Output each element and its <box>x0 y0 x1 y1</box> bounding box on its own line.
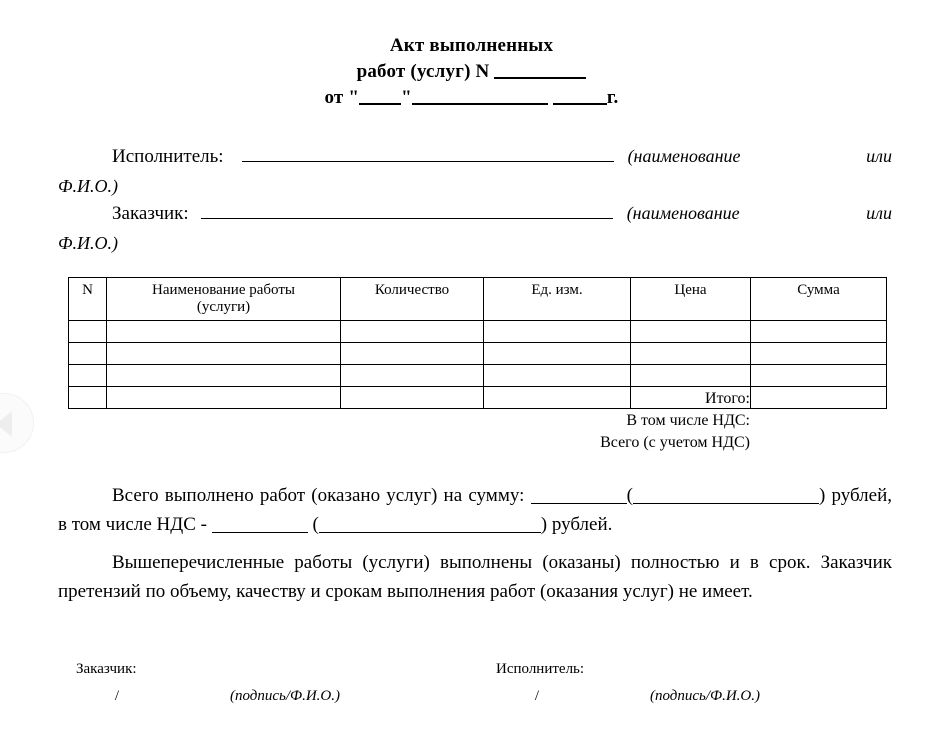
column-header-name-line1: Наименование работы <box>152 282 295 298</box>
totals-label: В том числе НДС: <box>626 412 750 429</box>
title-line-3 <box>0 85 943 111</box>
paren-open-2: ( <box>312 514 319 535</box>
date-month-blank[interactable] <box>412 103 548 105</box>
column-header-unit: Ед. изм. <box>484 278 631 321</box>
date-year-blank[interactable] <box>553 103 607 105</box>
total-amount-text-4: ) <box>540 514 548 535</box>
performer-signature-block <box>496 659 760 705</box>
customer-signature-row <box>76 687 340 705</box>
customer-name-blank[interactable] <box>201 202 613 219</box>
paragraph-spacer <box>58 539 892 548</box>
total-amount-text-3: рублей, в том числе НДС - <box>58 485 893 535</box>
table-cell[interactable] <box>341 321 484 343</box>
customer-hint <box>627 198 892 228</box>
title-text-line2: работ (услуг) N <box>356 61 490 82</box>
performer-hint-second-line: Ф.И.О.) <box>58 176 118 196</box>
previous-image-button[interactable] <box>0 393 34 453</box>
items-header-row <box>69 278 887 321</box>
table-cell[interactable] <box>751 365 887 387</box>
performer-hint-right: или <box>866 146 892 166</box>
total-amount-paragraph <box>58 481 892 539</box>
table-cell[interactable] <box>69 343 107 365</box>
totals-value-cell[interactable] <box>750 388 886 410</box>
table-cell[interactable] <box>484 365 631 387</box>
quote-open: " <box>348 87 360 108</box>
customer-hint-left: (наименование <box>626 203 740 223</box>
column-header-quantity: Количество <box>341 278 484 321</box>
total-amount-words-blank[interactable] <box>633 503 819 504</box>
totals-row <box>68 388 886 410</box>
performer-label: Исполнитель: <box>112 146 224 167</box>
table-cell[interactable] <box>631 365 751 387</box>
paren-open-1: ( <box>626 485 633 506</box>
customer-label: Заказчик: <box>112 203 189 224</box>
customer-signature-hint: (подпись/Ф.И.О.) <box>230 688 341 704</box>
signature-footer <box>0 659 943 719</box>
total-amount-figures-blank[interactable] <box>531 503 627 504</box>
table-row <box>69 343 887 365</box>
table-cell[interactable] <box>107 321 341 343</box>
table-cell[interactable] <box>69 321 107 343</box>
totals-value-cell[interactable] <box>750 410 886 432</box>
table-cell[interactable] <box>631 321 751 343</box>
totals-value-cell[interactable] <box>750 432 886 454</box>
table-cell[interactable] <box>69 365 107 387</box>
date-prefix: от <box>324 87 344 108</box>
table-cell[interactable] <box>341 343 484 365</box>
customer-hint-right: или <box>866 203 892 223</box>
customer-field-group <box>58 198 892 257</box>
quote-close: " <box>401 87 412 108</box>
totals-label: Итого: <box>705 390 750 407</box>
items-table-head <box>69 278 887 321</box>
table-cell[interactable] <box>484 343 631 365</box>
table-cell[interactable] <box>107 343 341 365</box>
chevron-left-icon <box>0 411 12 437</box>
title-text-line1: Акт выполненных <box>389 35 554 56</box>
performer-signature-row <box>496 687 760 705</box>
customer-signature-label: Заказчик: <box>76 661 137 677</box>
table-cell[interactable] <box>751 343 887 365</box>
performer-signature-label: Исполнитель: <box>496 661 585 677</box>
column-header-number: N <box>69 278 107 321</box>
document-body-text <box>58 481 892 606</box>
vat-words-blank[interactable] <box>319 532 541 533</box>
performer-hint <box>628 141 892 171</box>
customer-hint-second-line: Ф.И.О.) <box>58 233 118 253</box>
totals-label: Всего (с учетом НДС) <box>600 434 750 451</box>
table-cell[interactable] <box>631 343 751 365</box>
column-header-price: Цена <box>631 278 751 321</box>
column-header-name <box>107 278 341 321</box>
table-cell[interactable] <box>484 321 631 343</box>
column-header-name-line2: (услуги) <box>196 299 251 315</box>
total-amount-text-1: Всего выполнено работ (оказано услуг) на сумму: <box>112 485 525 506</box>
date-suffix: г. <box>606 87 619 108</box>
vat-figures-blank[interactable] <box>212 532 308 533</box>
totals-table <box>68 388 886 454</box>
totals-row <box>68 410 886 432</box>
performer-hint-left: (наименование <box>627 146 741 166</box>
table-cell[interactable] <box>107 365 341 387</box>
total-amount-text-2: ) <box>818 485 826 506</box>
totals-table-body <box>68 388 886 454</box>
performer-signature-hint: (подпись/Ф.И.О.) <box>650 688 761 704</box>
performer-name-blank[interactable] <box>242 145 614 162</box>
date-day-blank[interactable] <box>359 103 401 105</box>
totals-section <box>68 388 886 454</box>
column-header-sum: Сумма <box>751 278 887 321</box>
table-cell[interactable] <box>751 321 887 343</box>
performer-field-group <box>58 141 892 200</box>
customer-signature-slash[interactable]: / <box>114 688 120 704</box>
act-number-blank[interactable] <box>494 77 586 79</box>
table-row <box>69 321 887 343</box>
performer-signature-slash[interactable]: / <box>534 688 540 704</box>
table-row <box>69 365 887 387</box>
title-line-2 <box>0 59 943 85</box>
totals-row <box>68 432 886 454</box>
table-cell[interactable] <box>341 365 484 387</box>
title-line-1 <box>0 33 943 59</box>
document-title <box>0 33 943 111</box>
total-amount-text-5: рублей. <box>551 514 613 535</box>
completion-statement-paragraph: Вышеперечисленные работы (услуги) выполнены (оказаны) полностью и в срок. Заказчик претензий по объему, качеству и срокам выполнения работ (оказания услуг) не имеет. <box>58 552 892 602</box>
customer-signature-block <box>76 659 340 705</box>
